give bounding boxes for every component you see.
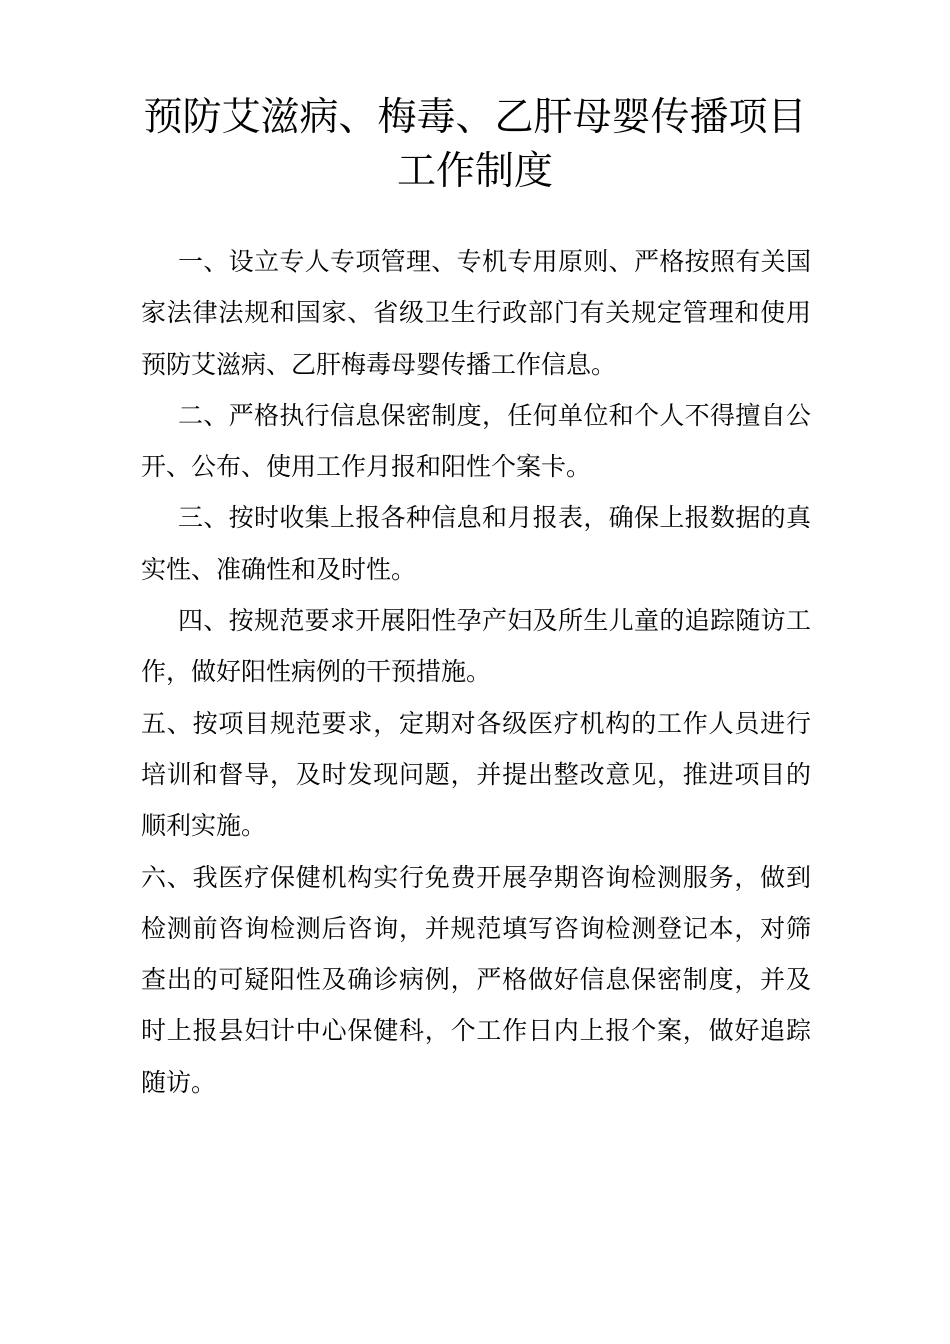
paragraph-5: 五、按项目规范要求，定期对各级医疗机构的工作人员进行培训和督导，及时发现问题，并提出整改意见，推进项目的顺利实施。	[141, 708, 811, 841]
paragraph-4: 四、按规范要求开展阳性孕产妇及所生儿童的追踪随访工作，做好阳性病例的干预措施。	[141, 606, 811, 687]
document-body	[141, 236, 811, 1108]
paragraph-3: 三、按时收集上报各种信息和月报表，确保上报数据的真实性、准确性和及时性。	[141, 503, 811, 584]
document-title-line-2: 工作制度	[396, 149, 553, 194]
paragraph-2: 二、严格执行信息保密制度，任何单位和个人不得擅自公开、公布、使用工作月报和阳性个案卡。	[141, 400, 811, 482]
paragraph-6: 六、我医疗保健机构实行免费开展孕期咨询检测服务，做到检测前咨询检测后咨询，并规范填写咨询检测登记本，对筛查出的可疑阳性及确诊病例，严格做好信息保密制度，并及时上报县妇计中心保健科，个工作日内上报个案，做好追踪随访。	[141, 862, 811, 1097]
document-title-line-1: 预防艾滋病、梅毒、乙肝母婴传播项目	[143, 95, 807, 140]
paragraph-1: 一、设立专人专项管理、专机专用原则、严格按照有关国家法律法规和国家、省级卫生行政部门有关规定管理和使用预防艾滋病、乙肝梅毒母婴传播工作信息。	[141, 247, 811, 379]
